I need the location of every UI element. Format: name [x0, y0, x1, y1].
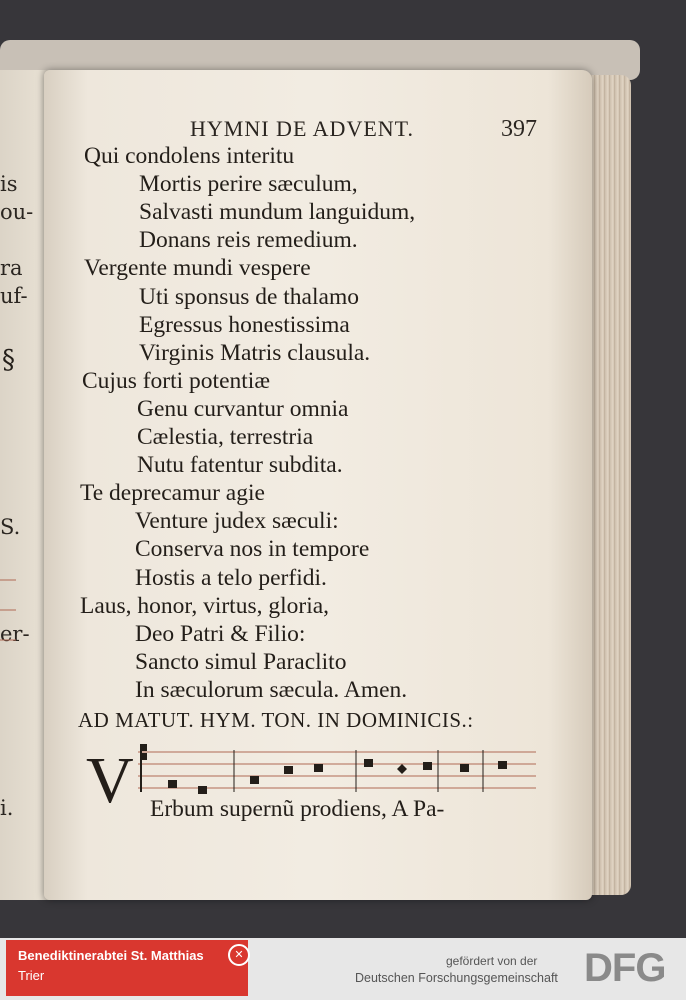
left-page-fragment: ra [0, 256, 23, 280]
chant-note [314, 764, 323, 772]
left-page-fragment: uf- [0, 284, 28, 308]
chant-note [460, 764, 469, 772]
chant-note [198, 786, 207, 794]
hymn-verse-line: Egressus honestissima [139, 311, 350, 338]
left-page-fragment: is [0, 172, 18, 196]
chant-initial: V [86, 744, 134, 817]
hymn-verse-line: Salvasti mundum languidum, [139, 199, 416, 226]
hymn-verse-line: Sancto simul Paraclito [135, 648, 347, 675]
hymn-verse-line: In sæculorum sæcula. Amen. [135, 676, 408, 703]
page-number: 397 [501, 116, 537, 142]
hymn-verse-line: Te deprecamur agie [80, 480, 265, 507]
hymn-verse-line: Virginis Matris clausula. [139, 339, 371, 366]
hymn-verse-line: Mortis perire sæculum, [139, 171, 358, 198]
chant-note [168, 780, 177, 788]
left-page-fragment: S. [0, 515, 21, 539]
matutinum-heading: AD MATUT. HYM. TON. IN DOMINICIS.: [78, 708, 474, 732]
left-page-fragment: ou- [0, 200, 34, 224]
clef-mark [140, 753, 147, 760]
hymn-verse-line: Deo Patri & Filio: [135, 620, 306, 647]
chant-note [423, 762, 432, 770]
institution-name: Benediktinerabtei St. Matthias [18, 948, 204, 963]
hymn-verse-line: Genu curvantur omnia [137, 395, 349, 422]
left-page-ornament: § [2, 345, 15, 375]
hymn-verse-line: Qui condolens interitu [84, 143, 295, 169]
hymn-verse-line: Cujus forti potentiæ [82, 367, 270, 394]
chant-note [498, 761, 507, 769]
institution-badge[interactable] [6, 940, 248, 996]
chant-note [284, 766, 293, 774]
clef-mark [140, 744, 147, 751]
hymn-verse-line: Donans reis remedium. [139, 227, 358, 254]
hymn-verse-line: Venture judex sæculi: [135, 508, 339, 535]
running-header: HYMNI DE ADVENT. [190, 116, 414, 141]
hymn-verse-line: Laus, honor, virtus, gloria, [80, 592, 330, 619]
hymn-verse-line: Vergente mundi vespere [84, 255, 311, 282]
hymn-verse-line: Nutu fatentur subdita. [137, 452, 343, 479]
funder-name: Deutschen Forschungsgemeinschaft [355, 971, 558, 985]
hymn-verse-line: Uti sponsus de thalamo [139, 283, 359, 310]
funded-by-label: gefördert von der [446, 954, 538, 968]
chant-note [397, 764, 407, 774]
left-page-staff-fragment [0, 565, 16, 665]
hymn-verse-line: Conserva nos in tempore [135, 536, 370, 563]
chant-note [250, 776, 259, 784]
abbey-logo-icon: ✕ [228, 944, 250, 966]
chant-text: Erbum supernũ prodiens, A Pa- [150, 796, 445, 822]
chant-staff [138, 742, 538, 802]
dfg-logo[interactable]: DFG [584, 946, 666, 990]
hymn-verse-line: Cælestia, terrestria [137, 424, 314, 450]
chant-note [364, 759, 373, 767]
left-page-fragment: er- [0, 622, 30, 646]
hymn-verse-line: Hostis a telo perfidi. [135, 564, 327, 591]
left-page-fragment: i. [0, 796, 14, 820]
institution-place: Trier [18, 968, 45, 983]
